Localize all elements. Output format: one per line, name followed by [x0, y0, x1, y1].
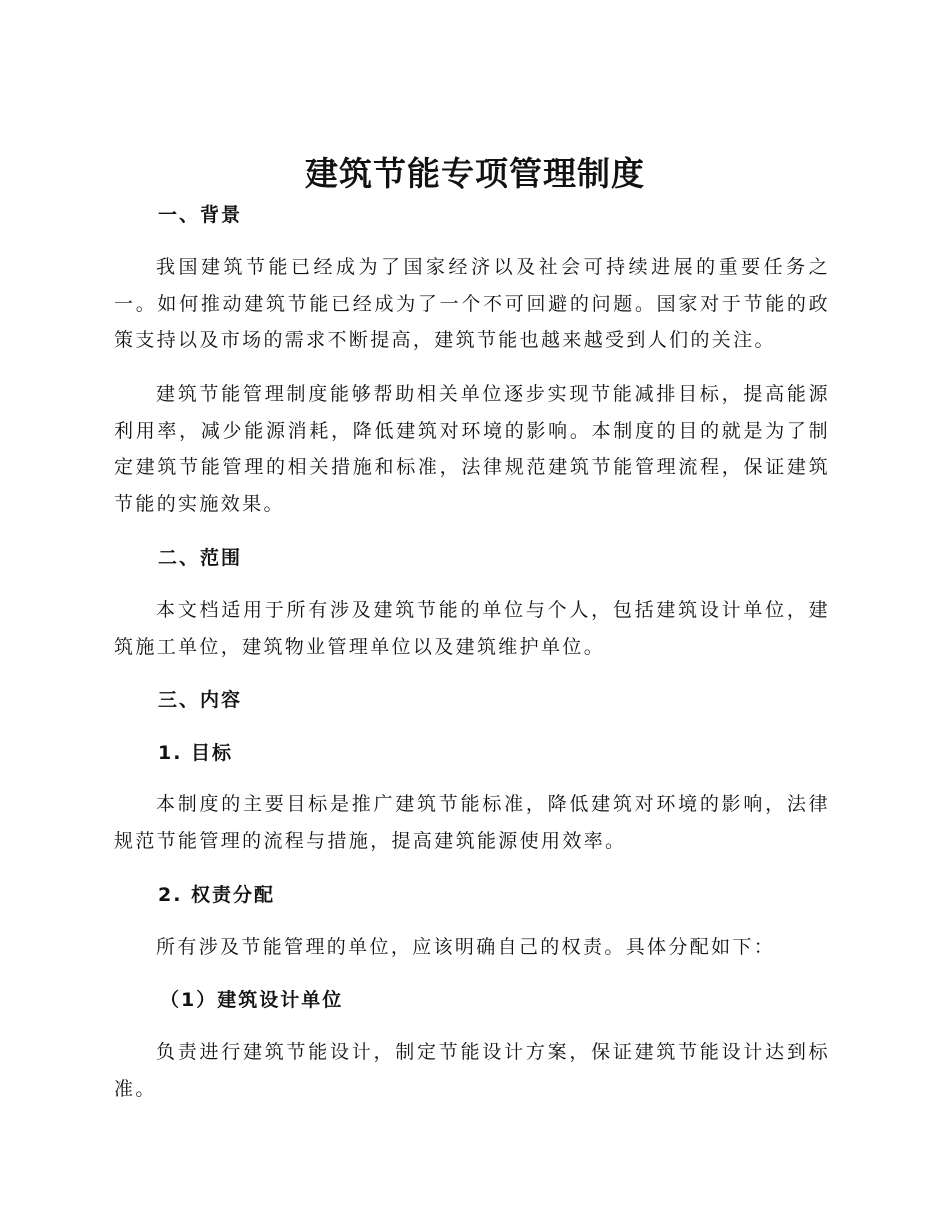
subsection-heading-goal: 1. 目标	[158, 742, 234, 764]
section-heading-content: 三、内容	[158, 689, 243, 711]
paragraph-goal: 本制度的主要目标是推广建筑节能标准，降低建筑对环境的影响，法律规范节能管理的流程与措施，提高建筑能源使用效率。	[114, 793, 830, 852]
paragraph-background-1: 我国建筑节能已经成为了国家经济以及社会可持续进展的重要任务之一。如何推动建筑节能已经成为了一个不可回避的问题。国家对于节能的政策支持以及市场的需求不断提高，建筑节能也越来越受到人们的关注。	[114, 256, 830, 351]
paragraph-responsibility: 所有涉及节能管理的单位，应该明确自己的权责。具体分配如下：	[156, 936, 776, 958]
paragraph-design-unit: 负责进行建筑节能设计，制定节能设计方案，保证建筑节能设计达到标准。	[114, 1041, 830, 1100]
paragraph-background-2: 建筑节能管理制度能够帮助相关单位逐步实现节能减排目标，提高能源利用率，减少能源消耗，降低建筑对环境的影响。本制度的目的就是为了制定建筑节能管理的相关措施和标准，法律规范建筑节能管理流程，保证建筑节能的实施效果。	[114, 383, 830, 515]
document-title: 建筑节能专项管理制度	[305, 154, 645, 193]
paragraph-scope: 本文档适用于所有涉及建筑节能的单位与个人，包括建筑设计单位，建筑施工单位，建筑物业管理单位以及建筑维护单位。	[114, 599, 830, 658]
item-heading-design-unit: （1）建筑设计单位	[160, 989, 344, 1011]
section-heading-background: 一、背景	[158, 204, 243, 226]
subsection-heading-responsibility: 2. 权责分配	[158, 884, 276, 906]
section-heading-scope: 二、范围	[158, 547, 243, 569]
